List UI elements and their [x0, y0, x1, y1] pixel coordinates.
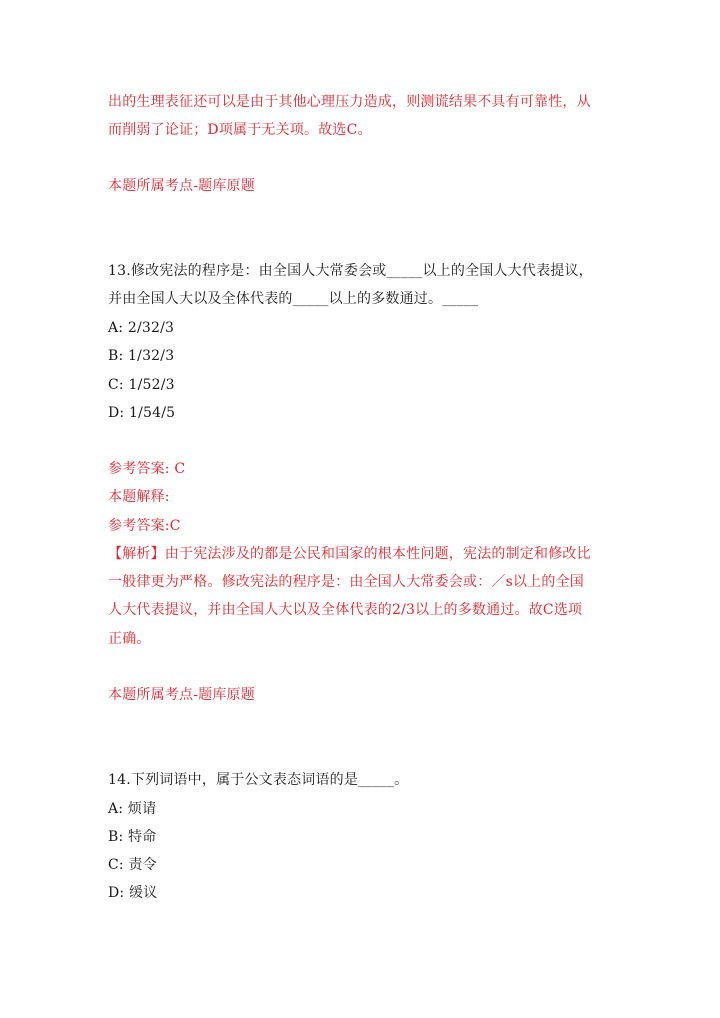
q14-option-b: B: 特命: [108, 829, 157, 845]
q13-explanation-line-3: 人大代表提议，并由全国人大以及全体代表的2/3以上的多数通过。故C选项: [108, 602, 583, 618]
q13-option-c: C: 1/52/3: [108, 377, 175, 393]
q13-explain-heading: 本题解释:: [108, 489, 170, 505]
q13-answer: 参考答案: C: [108, 461, 186, 477]
q13-option-d: D: 1/54/5: [108, 405, 176, 421]
q13-option-a: A: 2/32/3: [108, 320, 175, 336]
q13-option-b: B: 1/32/3: [108, 348, 175, 364]
q13-stem-line-2: 并由全国人大以及全体代表的_____以上的多数通过。_____: [108, 291, 479, 307]
q13-explanation-line-4: 正确。: [108, 631, 151, 647]
prev-explanation-line-2: 而削弱了论证；D项属于无关项。故选C。: [108, 122, 372, 138]
q14-option-c: C: 责令: [108, 857, 157, 873]
q14-option-a: A: 烦请: [108, 801, 157, 817]
q14-option-d: D: 缓议: [108, 885, 158, 901]
q13-stem-line-1: 13.修改宪法的程序是：由全国人大常委会或_____以上的全国人大代表提议，: [108, 263, 593, 279]
q13-answer-repeat: 参考答案:C: [108, 518, 181, 534]
q13-explanation-line-1: 【解析】由于宪法涉及的都是公民和国家的根本性问题，宪法的制定和修改比: [108, 546, 591, 562]
prev-explanation-line-1: 出的生理表征还可以是由于其他心理压力造成，则测谎结果不具有可靠性，从: [108, 94, 591, 110]
q14-stem: 14.下列词语中，属于公文表态词语的是_____。: [108, 772, 409, 788]
q13-explanation-line-2: 一般律更为严格。修改宪法的程序是：由全国人大常委会或：／s以上的全国: [108, 574, 584, 590]
prev-source-label: 本题所属考点-题库原题: [108, 178, 255, 194]
q13-source-label: 本题所属考点-题库原题: [108, 687, 255, 703]
